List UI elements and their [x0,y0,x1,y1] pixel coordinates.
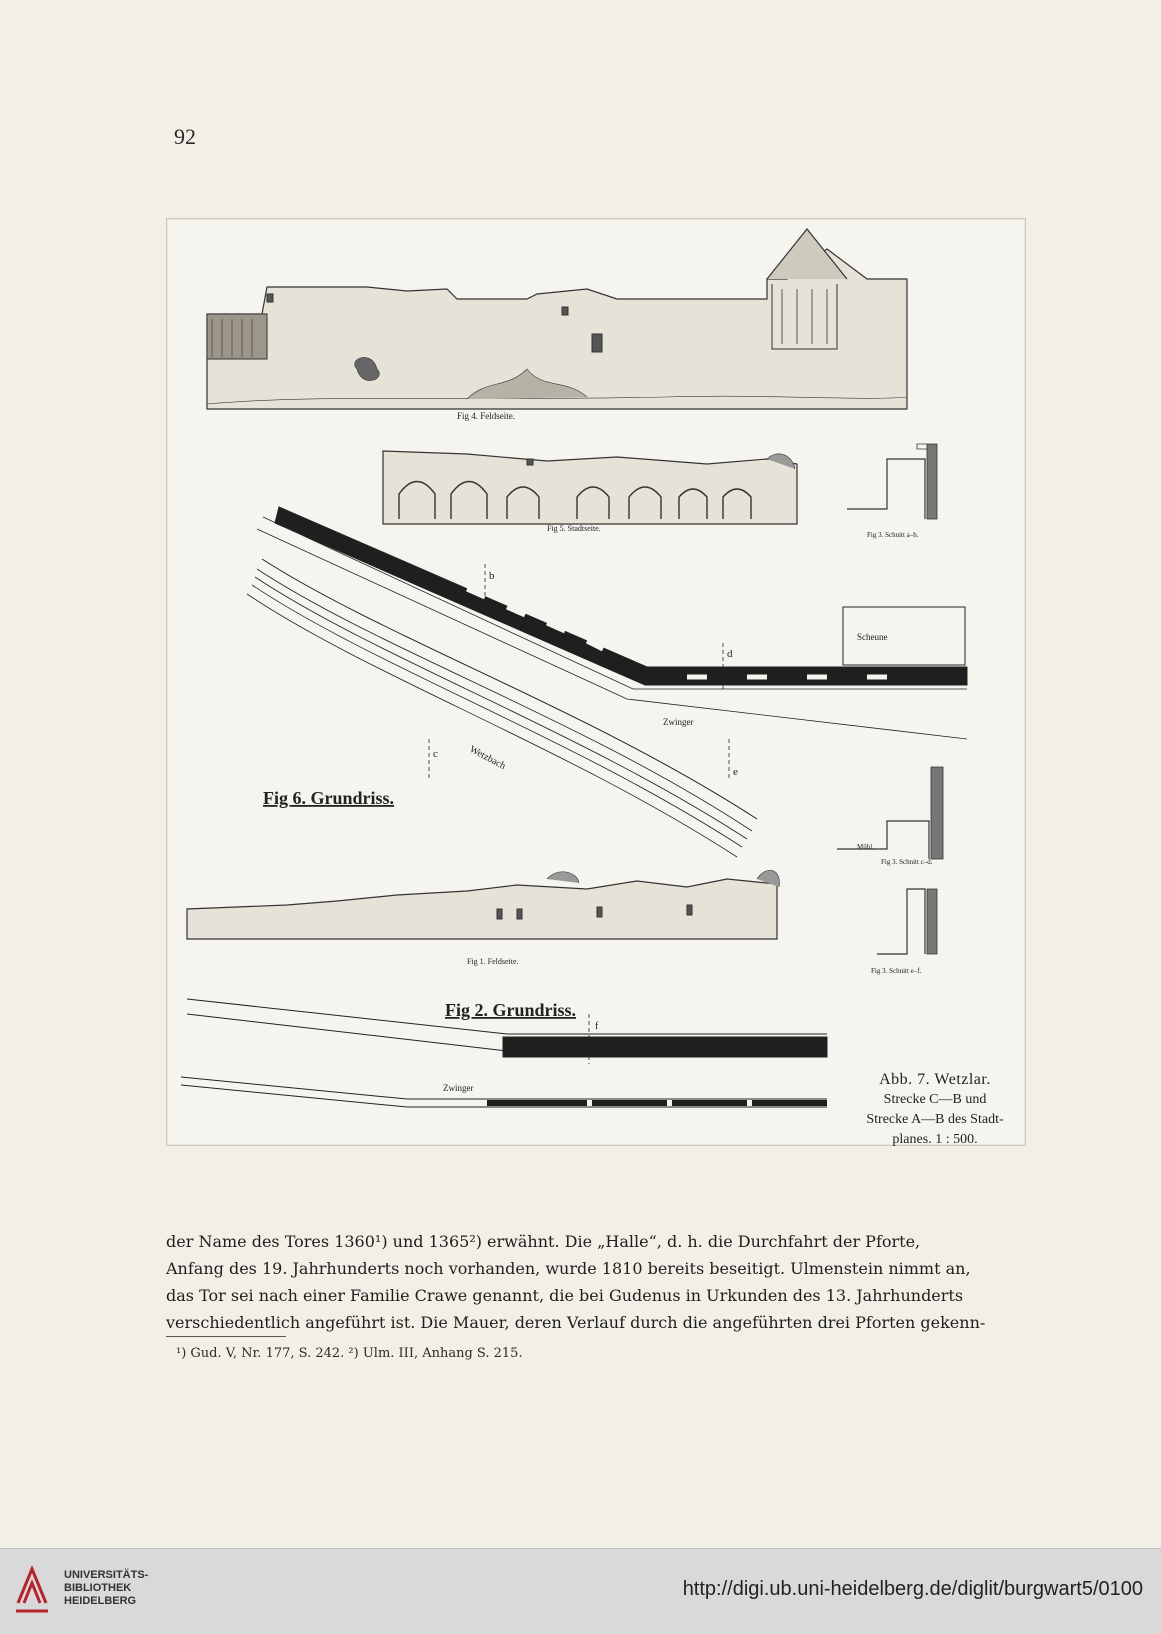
library-name-line-2: BIBLIOTHEK [64,1582,132,1594]
page-number: 92 [174,124,196,149]
schnitt-cd-label: Fig 3. Schnitt c–d. [881,858,933,866]
university-library-logo-icon [12,1563,52,1617]
body-line-1: der Name des Tores 1360¹) und 1365²) erwähnt. Die „Halle“, d. h. die Durchfahrt der Pforte, [166,1232,921,1251]
library-name [64,1569,148,1608]
schnitt-ef-label: Fig 3. Schnitt e–f. [871,967,922,975]
illustration-plate [166,218,1026,1146]
section-e-f-drawing [877,889,937,954]
caption-title: Abb. 7. Wetzlar. [879,1071,991,1088]
footnote: ¹) Gud. V, Nr. 177, S. 242. ²) Ulm. III, Anhang S. 215. [176,1346,523,1361]
caption-line-3: Strecke A—B des Stadt- [866,1112,1004,1127]
section-c-d-drawing [837,767,943,859]
fig1-label: Fig 1. Feldseite. [467,957,519,966]
library-name-line-3: HEIDELBERG [64,1595,137,1607]
muhl-label: Mühl. [857,843,874,851]
fig4-label: Fig 4. Feldseite. [457,411,515,421]
logo-mark [16,1569,48,1611]
fig4-feldseite-drawing [207,229,907,409]
library-name-line-1: UNIVERSITÄTS- [64,1569,149,1581]
mark-f: f [595,1021,599,1032]
body-line-4: verschiedentlich angeführt ist. Die Mauer, deren Verlauf durch die angeführten drei Pforten gekenn- [166,1313,986,1332]
zwinger-label-1: Zwinger [663,717,694,727]
footnote-rule [166,1336,286,1337]
fig3-label: Fig 3. Schnitt a–b. [867,531,919,539]
body-line-3: das Tor sei nach einer Familie Crawe genannt, die bei Gudenus in Urkunden des 13. Jahrhunderts [166,1286,964,1305]
footer-url-link[interactable]: http://digi.ub.uni-heidelberg.de/diglit/burgwart5/0100 [682,1578,1143,1600]
mark-b: b [489,570,495,582]
wall-drawings [167,219,1025,1145]
zwinger-label-2: Zwinger [443,1083,474,1093]
fig5-stadtseite-drawing [383,451,797,524]
fig5-label: Fig 5. Stadtseite. [547,524,601,533]
caption-line-2: Strecke C—B und [883,1092,987,1107]
figure-caption [855,1070,1015,1150]
fig1-feldseite-drawing [187,870,779,939]
fig2-title: Fig 2. Grundriss. [445,1000,577,1020]
body-line-2: Anfang des 19. Jahrhunderts noch vorhanden, wurde 1810 bereits beseitigt. Ulmenstein nimmt an, [166,1259,971,1278]
weg-label: Wetzbach [467,743,508,773]
section-a-b-drawing [847,444,937,519]
fig6-title: Fig 6. Grundriss. [263,788,395,808]
mark-c: c [433,748,438,760]
mark-e: e [733,766,738,778]
body-text [166,1228,1024,1336]
mark-d: d [727,648,733,660]
caption-line-4: planes. 1 : 500. [892,1132,978,1147]
scheune-label: Scheune [857,632,888,642]
